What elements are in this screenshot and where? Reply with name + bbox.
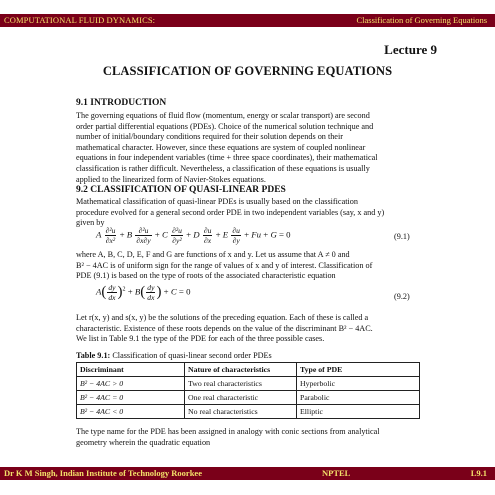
quasi-linear-intro xyxy=(76,197,420,229)
table-cell: B² − 4AC > 0 xyxy=(77,377,185,391)
text-line: Mathematical classification of quasi-linear PDEs is usually based on the classification xyxy=(76,197,358,206)
classification-table xyxy=(76,362,420,419)
running-header xyxy=(0,14,495,27)
characteristics-paragraph xyxy=(76,313,420,345)
page-title: CLASSIFICATION OF GOVERNING EQUATIONS xyxy=(102,64,393,78)
footer-author: Dr K M Singh, Indian Institute of Technology Roorkee xyxy=(4,468,202,478)
header-topic: Classification of Governing Equations xyxy=(356,15,487,25)
closing-paragraph xyxy=(76,427,420,448)
text-line: number of initial/boundary conditions required for their solution depends on their xyxy=(76,132,343,142)
table-caption-text: Classification of quasi-linear second order PDEs xyxy=(110,351,272,360)
table-cell: B² − 4AC = 0 xyxy=(77,391,185,405)
coefficients-paragraph xyxy=(76,250,420,282)
text-line: applied to the linearized form of Navier-Stokes equations. xyxy=(76,174,266,184)
header-course: COMPUTATIONAL FLUID DYNAMICS: xyxy=(4,15,156,25)
footer-org: NPTEL xyxy=(322,468,351,478)
column-header: Discriminant xyxy=(77,363,185,377)
table-row xyxy=(77,405,420,419)
text-line: order partial differential equations (PDEs). Choice of the numerical solution technique and xyxy=(76,121,374,131)
text-line: equations in four independent variables (time + three space coordinates), their mathematical xyxy=(76,153,378,163)
text-line: mathematical character. However, since these equations are system of coupled nonlinear xyxy=(76,142,366,152)
table-header-row xyxy=(77,363,420,377)
text-line: given by xyxy=(76,218,105,228)
column-header: Nature of characteristics xyxy=(185,363,297,377)
table-caption-label: Table 9.1: xyxy=(76,351,111,360)
table-cell: Parabolic xyxy=(297,391,420,405)
equation-9-2: A( $\frac{dy}{dx}$ )$^2$ + B( $\frac{dy}{dx}$ ) + C = 0 xyxy=(96,283,191,302)
lecture-number: Lecture 9 xyxy=(384,42,437,57)
text-line: procedure evolved for a general second order PDE in two independent variables (say, x and y) xyxy=(76,207,385,217)
column-header: Type of PDE xyxy=(297,363,420,377)
section-heading-quasi-linear: 9.2 CLASSIFICATION OF QUASI-LINEAR PDES xyxy=(76,185,286,195)
running-footer xyxy=(0,467,495,480)
table-cell: Hyperbolic xyxy=(297,377,420,391)
text-line: geometry wherein the quadratic equation xyxy=(76,437,211,447)
table-cell: No real characteristics xyxy=(185,405,297,419)
text-line: We list in Table 9.1 the type of the PDE for each of the three possible cases. xyxy=(76,334,325,344)
text-line: The type name for the PDE has been assigned in analogy with conic sections from analytical xyxy=(76,427,380,436)
table-cell: One real characteristic xyxy=(185,391,297,405)
text-line: B² − 4AC is of uniform sign for the range of values of x and y of interest. Classification of xyxy=(76,260,373,270)
text-line: PDE (9.1) is based on the type of roots of the associated characteristic equation xyxy=(76,271,336,281)
introduction-paragraph xyxy=(76,111,420,185)
text-line: Let r(x, y) and s(x, y) be the solutions of the preceding equation. Each of these is called a xyxy=(76,313,369,322)
text-line: The governing equations of fluid flow (momentum, energy or scalar transport) are second xyxy=(76,111,370,120)
table-caption xyxy=(76,351,272,360)
table-row xyxy=(77,391,420,405)
text-line: where A, B, C, D, E, F and G are functions of x and y. Let us assume that A ≠ 0 and xyxy=(76,250,350,259)
section-heading-introduction: 9.1 INTRODUCTION xyxy=(76,98,167,108)
text-line: classification is rather difficult. Nevertheless, a classification of these equations is usually xyxy=(76,163,370,173)
footer-page-number: L9.1 xyxy=(470,468,487,478)
table-cell: B² − 4AC < 0 xyxy=(77,405,185,419)
equation-number-9-2: (9.2) xyxy=(394,292,410,301)
table-row xyxy=(77,377,420,391)
table-cell: Elliptic xyxy=(297,405,420,419)
text-line: characteristic. Existence of these roots depends on the value of the discriminant B² − 4AC. xyxy=(76,323,373,333)
equation-9-1: A $\frac{\text{∂²u}}{\text{∂x²}}$ + B $\frac{\text{∂²u}}{\partial x\partial y}$ + C $\frac{\text{∂²u}}{\text{∂y²}}$ + D $\frac{\partial u}{\partial x}$ + E $\frac{\partial u}{\partial y}$ + Fu + G = 0 xyxy=(96,226,291,245)
table-cell: Two real characteristics xyxy=(185,377,297,391)
equation-number-9-1: (9.1) xyxy=(394,232,410,241)
